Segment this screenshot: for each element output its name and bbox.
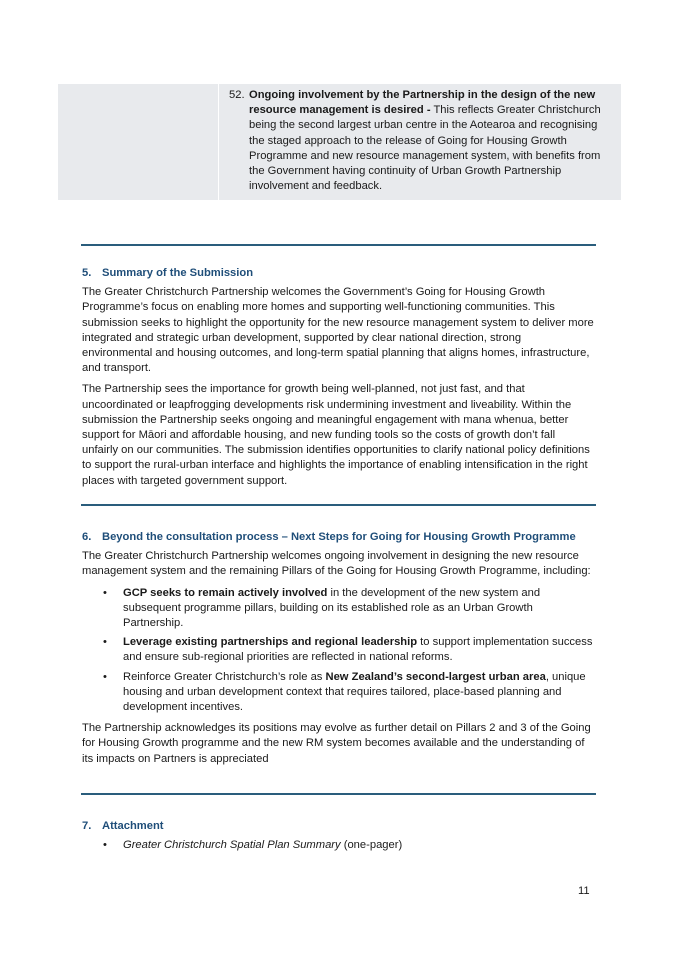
list-item-bold: GCP seeks to remain actively involved (123, 586, 328, 599)
bullet-icon: • (103, 839, 107, 852)
point-text (249, 88, 613, 194)
summary-paragraph-1: The Greater Christchurch Partnership welcomes the Government’s Going for Housing Growth Programme’s focus on enabling more homes and supporting well-functioning communities. This submission seeks to highlight the opportunity for the new resource management system to deliver more integrated and strategic urban development, supported by clear national direction, strong environmental and housing outcomes, and long-term spatial planning that aligns homes, infrastructure, and transport. (82, 286, 594, 375)
continuation-table-row (58, 84, 621, 200)
section-divider-6 (81, 504, 596, 506)
list-item-bold: Leverage existing partnerships and regional leadership (123, 636, 418, 649)
section-attachment (82, 819, 594, 859)
attachment-note: (one-pager) (340, 839, 403, 852)
list-item (82, 838, 594, 853)
section-next-steps (82, 530, 594, 773)
section-heading-5 (82, 266, 594, 281)
summary-paragraph-2: The Partnership sees the importance for growth being well-planned, not just fast, and that uncoordinated or leapfrogging developments risk undermining investment and liveability. Within the submission the Partnership seeks ongoing and meaningful engagement with mana whenua, better support for Māori and affordable housing, and new funding tools so the costs of growth don’t fall unfairly on our communities. The submission identifies opportunities to clarify national policy definitions to support the rural-urban interface and highlights the importance of enabling intensification in the right places with targeted government support. (82, 383, 590, 487)
numbered-point-52 (229, 88, 613, 194)
list-item-text: Reinforce Greater Christchurch’s role as (123, 670, 326, 683)
section-summary (82, 266, 594, 495)
next-steps-list (82, 586, 594, 716)
bullet-icon: • (103, 670, 107, 683)
list-item-text: , unique housing and urban development context that requires tailored, place-based planning and development incentives. (123, 670, 586, 714)
bullet-icon: • (103, 636, 107, 649)
list-item-text: to support implementation success and ensure sub-regional priorities are reflected in national reforms. (123, 636, 593, 664)
point-body: This reflects Greater Christchurch being the second largest urban centre in the Aotearoa and recognising the staged approach to the release of Going for Housing Growth Programme and new resource management system, with benefits from the Government having continuity of Urban Growth Partnership involvement and feedback. (249, 104, 601, 193)
heading-number: 6. (82, 531, 92, 543)
table-left-cell (58, 84, 219, 200)
page-number: 11 (578, 885, 590, 897)
heading-number: 5. (82, 267, 92, 279)
list-item-bold: New Zealand’s second-largest urban area (325, 670, 546, 683)
section-divider-5 (81, 244, 596, 246)
list-item-text: in the development of the new system and subsequent programme pillars, building on its established role as an Urban Growth Partnership. (123, 586, 541, 630)
attachment-title: Greater Christchurch Spatial Plan Summary (123, 839, 341, 852)
heading-title: Attachment (102, 820, 164, 832)
point-number: 52. (229, 89, 245, 101)
next-steps-closing: The Partnership acknowledges its positions may evolve as further detail on Pillars 2 and 3 of the Going for Housing Growth programme and the new RM system becomes available and the understanding of its impacts on Partners is appreciated (82, 722, 591, 765)
section-heading-7 (82, 819, 594, 834)
point-bold-lead: Ongoing involvement by the Partnership in the design of the new resource management is desired - (249, 89, 596, 117)
table-right-cell (219, 84, 621, 200)
list-item (82, 635, 594, 665)
next-steps-intro: The Greater Christchurch Partnership welcomes ongoing involvement in designing the new resource management system and the remaining Pillars of the Going for Housing Growth Programme, including: (82, 550, 591, 578)
attachment-list (82, 838, 594, 853)
heading-title: Summary of the Submission (102, 267, 254, 279)
section-heading-6 (82, 530, 594, 545)
section-divider-7 (81, 793, 596, 795)
list-item (82, 586, 594, 632)
heading-title: Beyond the consultation process – Next Steps for Going for Housing Growth Programme (102, 531, 576, 543)
bullet-icon: • (103, 586, 107, 599)
heading-number: 7. (82, 820, 92, 832)
list-item (82, 670, 594, 716)
